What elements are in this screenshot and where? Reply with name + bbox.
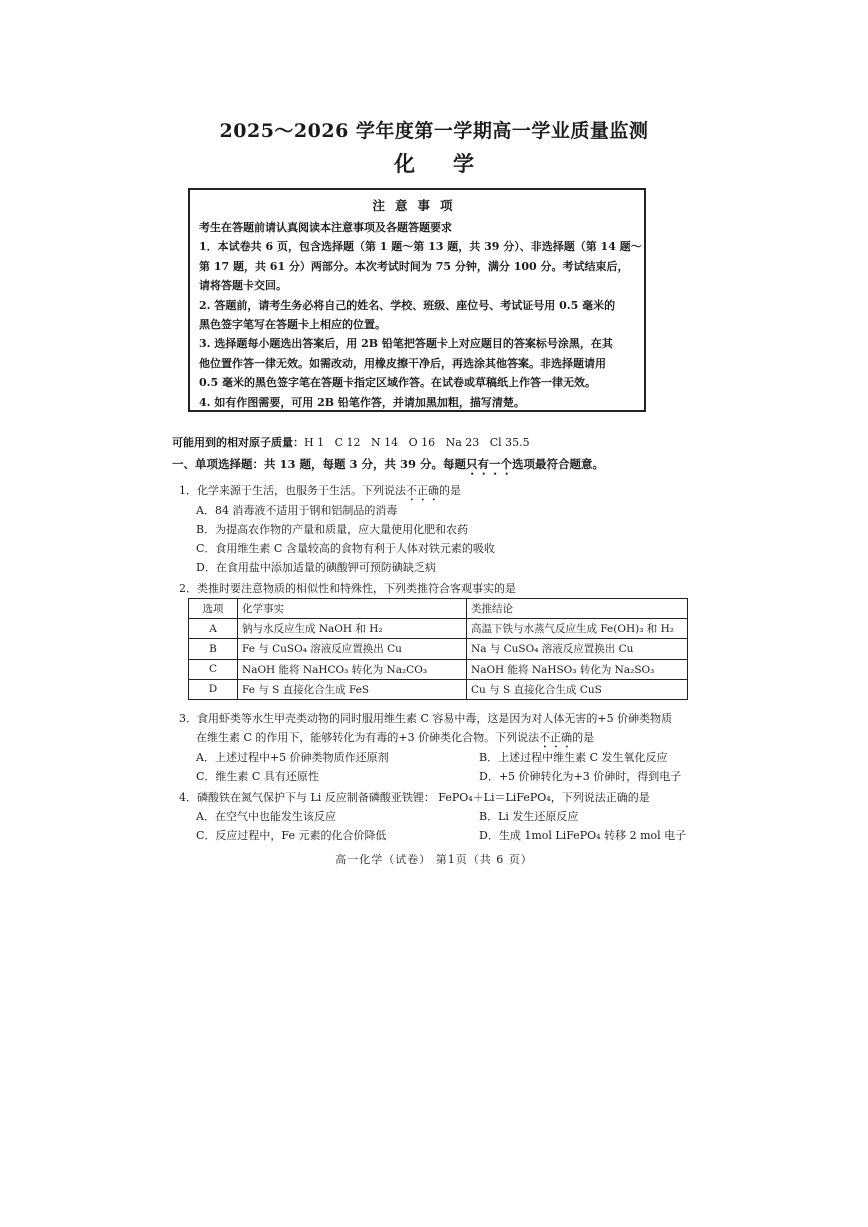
question-1-option-b: B．为提高农作物的产量和质量，应大量使用化肥和农药 xyxy=(196,523,469,536)
section-heading-text-end: 选项最符合题意。 xyxy=(512,457,605,471)
notice-box xyxy=(188,188,646,412)
notice-line: 3. 选择题每小题选出答案后，用 2B 铅笔把答题卡上对应题目的答案标号涂黑，在其 xyxy=(199,337,613,351)
atomic-masses-label: 可能用到的相对原子质量： xyxy=(172,436,304,449)
notice-line: 第 17 题，共 61 分）两部分。本次考试时间为 75 分钟，满分 100 分。考试结束后， xyxy=(199,259,629,273)
notice-line: 黑色签字笔写在答题卡上相应的位置。 xyxy=(199,318,386,332)
atomic-masses xyxy=(172,434,530,450)
table-cell: Na 与 CuSO₄ 溶液反应置换出 Cu xyxy=(467,639,688,659)
table-cell: B xyxy=(189,639,238,659)
table-cell: D xyxy=(189,679,238,699)
table-header-row xyxy=(189,599,688,619)
notice-line: 1．本试卷共 6 页，包含选择题（第 1 题～第 13 题，共 39 分）、非选择题（第 14 题～ xyxy=(199,240,642,254)
question-4-option-b: B．Li 发生还原反应 xyxy=(479,810,579,823)
question-3-stem-line-1: 3．食用虾类等水生甲壳类动物的同时服用维生素 C 容易中毒，这是因为对人体无害的+5 价砷类物质 xyxy=(179,712,673,725)
stem-text: 1．化学来源于生活，也服务于生活。下列说法 xyxy=(179,484,406,497)
notice-title: 注意事项 xyxy=(372,198,463,213)
question-3-option-a: A．上述过程中+5 价砷类物质作还原剂 xyxy=(196,751,389,764)
atomic-masses-values: H 1 C 12 N 14 O 16 Na 23 Cl 35.5 xyxy=(304,436,530,449)
question-3-option-d: D．+5 价砷转化为+3 价砷时，得到电子 xyxy=(479,770,682,783)
table-cell: 钠与水反应生成 NaOH 和 H₂ xyxy=(238,619,467,639)
table-cell: C xyxy=(189,659,238,679)
table-header-cell: 选项 xyxy=(189,599,238,619)
exam-title: 2025～2026 学年度第一学期高一学业质量监测 xyxy=(219,120,649,142)
question-1-option-d: D．在食用盐中添加适量的碘酸钾可预防碘缺乏病 xyxy=(196,561,436,574)
table-cell: 高温下铁与水蒸气反应生成 Fe(OH)₃ 和 H₂ xyxy=(467,619,688,639)
notice-line: 考生在答题前请认真阅读本注意事项及各题答题要求 xyxy=(199,221,452,234)
notice-line: 2. 答题前，请考生务必将自己的姓名、学校、班级、座位号、考试证号用 0.5 毫米的 xyxy=(199,298,616,312)
question-1-option-a: A．84 消毒液不适用于钢和铝制品的消毒 xyxy=(196,504,398,517)
table-cell: NaOH 能将 NaHCO₃ 转化为 Na₂CO₃ xyxy=(238,659,467,679)
table-cell: NaOH 能将 NaHSO₃ 转化为 Na₂SO₃ xyxy=(467,659,688,679)
question-4-stem: 4．磷酸铁在氮气保护下与 Li 反应制备磷酸亚铁锂： FePO₄＋Li＝LiFePO₄，下列说法正确的是 xyxy=(179,791,650,804)
notice-line: 4. 如有作图需要，可用 2B 铅笔作答，并请加黑加粗，描写清楚。 xyxy=(199,395,525,409)
question-4-option-c: C．反应过程中，Fe 元素的化合价降低 xyxy=(196,829,387,842)
question-3-stem-line-2 xyxy=(196,729,594,751)
stem-emphasis: 不正确 xyxy=(406,484,439,497)
table-row xyxy=(189,619,688,639)
table-row xyxy=(189,639,688,659)
section-heading-emphasis: 只有一个 xyxy=(466,457,513,471)
question-4-option-d: D．生成 1mol LiFePO₄ 转移 2 mol 电子 xyxy=(479,829,687,842)
question-3-option-b: B．上述过程中维生素 C 发生氧化反应 xyxy=(479,751,668,764)
table-cell: Fe 与 S 直接化合生成 FeS xyxy=(238,679,467,699)
table-row xyxy=(189,659,688,679)
table-header-cell: 化学事实 xyxy=(238,599,467,619)
table-cell: A xyxy=(189,619,238,639)
stem-text-end: 的是 xyxy=(572,731,595,744)
table-cell: Cu 与 S 直接化合生成 CuS xyxy=(467,679,688,699)
subject-title: 化学 xyxy=(394,151,512,176)
notice-line: 他位置作答一律无效。如需改动，用橡皮擦干净后，再选涂其他答案。非选择题请用 xyxy=(199,356,606,370)
stem-text: 在维生素 C 的作用下，能够转化为有毒的+3 价砷类化合物。下列说法 xyxy=(196,731,540,744)
question-3-option-c: C．维生素 C 具有还原性 xyxy=(196,770,319,783)
notice-line: 请将答题卡交回。 xyxy=(199,279,287,293)
table-header-cell: 类推结论 xyxy=(467,599,688,619)
notice-line: 0.5 毫米的黑色签字笔在答题卡指定区域作答。在试卷或草稿纸上作答一律无效。 xyxy=(199,376,596,390)
stem-emphasis: 不正确 xyxy=(539,731,573,744)
stem-text-end: 的是 xyxy=(439,484,461,497)
question-4-option-a: A．在空气中也能发生该反应 xyxy=(196,810,336,823)
question-1-stem xyxy=(179,482,461,504)
question-2-table xyxy=(188,598,688,700)
page-footer: 高一化学（试卷） 第1页（共 6 页） xyxy=(335,853,533,866)
question-2-stem: 2．类推时要注意物质的相似性和特殊性，下列类推符合客观事实的是 xyxy=(179,582,516,595)
table-cell: Fe 与 CuSO₄ 溶液反应置换出 Cu xyxy=(238,639,467,659)
section-heading-text: 一、单项选择题：共 13 题，每题 3 分，共 39 分。每题 xyxy=(172,457,467,471)
question-1-option-c: C．食用维生素 C 含量较高的食物有利于人体对铁元素的吸收 xyxy=(196,542,495,555)
section-heading xyxy=(172,456,604,478)
table-row xyxy=(189,679,688,699)
